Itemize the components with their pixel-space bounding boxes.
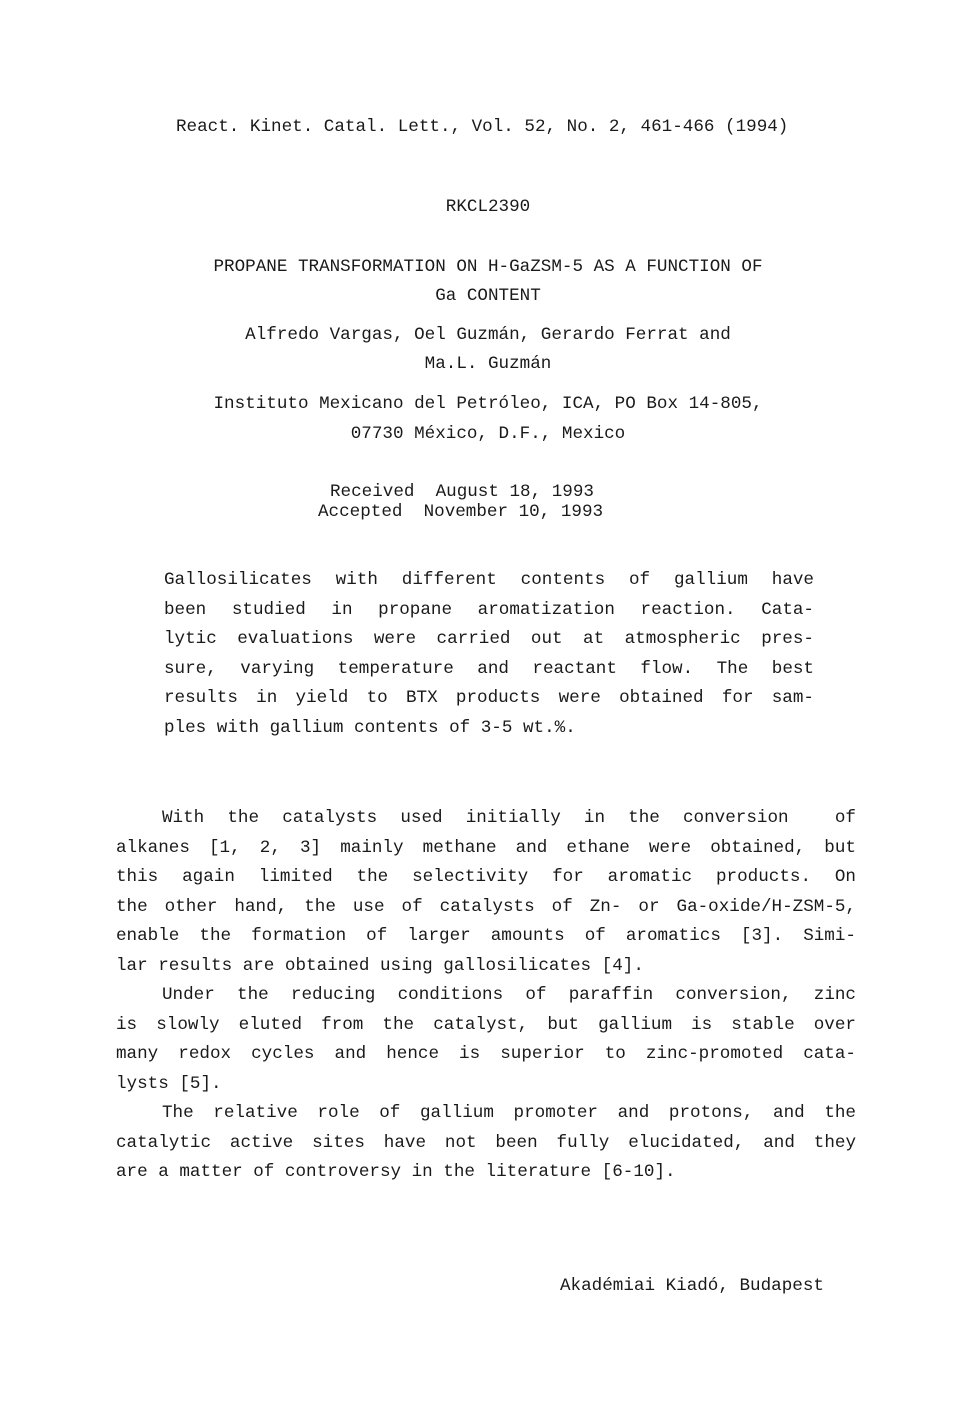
publisher-footer: Akadémiai Kiadó, Budapest: [560, 1276, 824, 1296]
affiliation-line-1: Instituto Mexicano del Petróleo, ICA, PO Box 14-805,: [213, 394, 763, 414]
abstract-line: lytic evaluations were carried out at atmospheric pres-: [164, 629, 814, 650]
journal-citation: React. Kinet. Catal. Lett., Vol. 52, No. 2, 461-466 (1994): [176, 117, 789, 137]
title-line-2: Ga CONTENT: [435, 286, 541, 306]
body-line: With the catalysts used initially in the conversion of: [162, 808, 856, 828]
body-line: is slowly eluted from the catalyst, but gallium is stable over: [116, 1014, 856, 1035]
body-paragraph-2: [116, 981, 856, 1099]
authors-line-1: Alfredo Vargas, Oel Guzmán, Gerardo Ferrat and: [245, 325, 731, 345]
abstract: [164, 566, 814, 744]
body-line: the other hand, the use of catalysts of Zn- or Ga-oxide/H-ZSM-5,: [116, 896, 856, 917]
body-line: The relative role of gallium promoter and protons, and the: [162, 1103, 856, 1123]
body-line: many redox cycles and hence is superior to zinc-promoted cata-: [116, 1044, 856, 1064]
body-line: lar results are obtained using gallosilicates [4].: [116, 955, 644, 976]
abstract-line: been studied in propane aromatization reaction. Cata-: [164, 599, 814, 620]
body-line: enable the formation of larger amounts of aromatics [3]. Simi-: [116, 926, 856, 946]
body-line: Under the reducing conditions of paraffin conversion, zinc: [162, 985, 856, 1005]
abstract-line: Gallosilicates with different contents of gallium have: [164, 570, 814, 590]
abstract-line: ples with gallium contents of 3-5 wt.%.: [164, 717, 576, 738]
body-line: lysts [5].: [116, 1073, 222, 1094]
accepted-date: Accepted November 10, 1993: [318, 502, 604, 522]
title-line-1: PROPANE TRANSFORMATION ON H-GaZSM-5 AS A FUNCTION OF: [213, 257, 763, 277]
received-date: Received August 18, 1993: [330, 482, 594, 502]
body-line: are a matter of controversy in the literature [6-10].: [116, 1162, 676, 1182]
authors-line-2: Ma.L. Guzmán: [424, 354, 552, 374]
body-line: this again limited the selectivity for aromatic products. On: [116, 867, 856, 887]
affiliation-line-2: 07730 México, D.F., Mexico: [350, 424, 626, 444]
body-line: alkanes [1, 2, 3] mainly methane and ethane were obtained, but: [116, 837, 856, 858]
abstract-line: sure, varying temperature and reactant flow. The best: [164, 658, 814, 679]
body-line: catalytic active sites have not been fully elucidated, and they: [116, 1132, 856, 1153]
abstract-line: results in yield to BTX products were obtained for sam-: [164, 688, 814, 709]
body-paragraph-1: [116, 804, 856, 981]
body-paragraph-3: [116, 1099, 856, 1188]
article-code: RKCL2390: [445, 197, 531, 217]
